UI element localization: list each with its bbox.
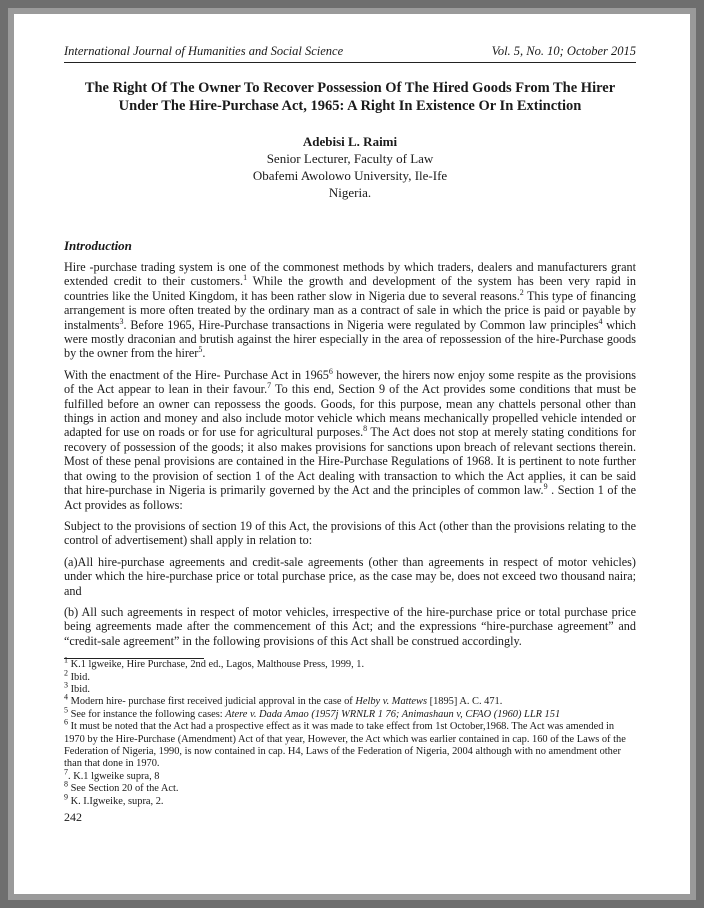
footnote: $^2$ Ibid. (64, 668, 90, 683)
footnote-ref: 9 (543, 482, 548, 492)
footnote: $^1$ K.1 lgweike, Hire Purchase, 2nd ed., Lagos, Malthouse Press, 1999, 1. (64, 655, 365, 671)
section-heading: Introduction (64, 238, 132, 253)
paragraph-4: (a)All hire-purchase agreements and credit-sale agreements (other than agreements in respect of motor vehicles) under which the hire-purchase price or total purchase price, as the case may be, does not exceed two thousand naira; and (64, 554, 636, 598)
footnote: $^3$ Ibid. (64, 680, 90, 695)
paragraph-1: Hire -purchase trading system is one of the commonest methods by which traders, dealers and manufacturers grant extended credit to their customers.$^1$ While the growth and development of the system has been very rapid in countries like the United Kingdom, it has been rather slow in Nigeria due to several reasons.$^2$ This type of financing arrangement is more often treated by the ordinary man as a contract of sale in which the price is paid or payable by instalments$^3$. Before 1965, Hire-Purchase transactions in Nigeria were regulated by Common law principles$^4$ which were mostly draconian and brutish against the hirer especially in the area of repossession of the hire-Purchase goods by the owner from the hirer$^5$. (64, 260, 636, 361)
author-block (64, 133, 636, 201)
footnote: $^9$ K. I.Igweike, supra, 2. (64, 792, 164, 807)
document-page (14, 14, 690, 894)
footnote-ref: 3 (119, 316, 124, 326)
footnote: $^4$ Modern hire- purchase first received judicial approval in the case of Helby v. Mattews [1895] A. C. 471. (64, 692, 503, 708)
page-number: 242 (64, 810, 82, 825)
author-name: Adebisi L. Raimi (302, 134, 398, 149)
paragraph-2: With the enactment of the Hire- Purchase Act in 1965$^6$ however, the hirers now enjoy some respite as the provisions of the Act appear to lean in their favour.$^7$ To this end, Section 9 of the Act provides some conditions that must be fulfilled before an owner can repossess the goods. Goods, for this purpose, mean any chattels personal other than things in action and money and also include motor vehicle which means mechanically propelled vehicle intended or adapted for use on roads or for use for agricultural purposes.$^8$ The Act does not stop at merely stating conditions for recovery of possession of the goods; it also makes provisions for sanctions upon breach of relevant sections therein. Most of these penal provisions are contained in the Hire-Purchase Regulations of 1968. It is pertinent to note further that owing to the provision of section 1 of the Act dealing with transaction to which the Act applies, it can be said that hire-purchase in Nigeria is primarily governed by the Act and the principles of common law.$^9$ . Section 1 of the Act provides as follows: (64, 366, 636, 512)
page-content (64, 44, 636, 825)
running-header (64, 44, 636, 63)
footnote-ref: 5 (198, 345, 203, 355)
footnote-ref: 4 (598, 316, 603, 326)
footnote-ref: 2 (519, 287, 524, 297)
issue-info: Vol. 5, No. 10; October 2015 (491, 44, 636, 58)
journal-name: International Journal of Humanities and Social Science (64, 44, 344, 58)
author-country: Nigeria. (328, 185, 372, 200)
article-title: The Right Of The Owner To Recover Possession Of The Hired Goods From The Hirer Under The Hire-Purchase Act, 1965: A Right In Existence Or In Extinction (84, 80, 616, 114)
paragraph-5: (b) All such agreements in respect of motor vehicles, irrespective of the hire-purchase price or total purchase price being agreements made after the commencement of this Act; and the expressions “hire-purchase agreement” and “credit-sale agreement” in the following provisions of this Act shall be construed accordingly. (64, 604, 636, 648)
footnote-ref: 6 (328, 366, 333, 376)
author-position: Senior Lecturer, Faculty of Law (266, 151, 434, 166)
footnotes (64, 655, 636, 808)
footnote-ref: 8 (363, 424, 368, 434)
author-institution: Obafemi Awolowo University, Ile-Ife (252, 168, 448, 183)
footnote-ref: 1 (243, 273, 248, 283)
footnote-ref: 7 (267, 381, 272, 391)
paragraph-3: Subject to the provisions of section 19 of this Act, the provisions of this Act (other than the provisions relating to the control of advertisement) shall apply in relation to: (64, 518, 636, 548)
footnote: $^5$ See for instance the following cases: Atere v. Dada Amao (1957j WRNLR 1 76; Animashaun v, CFAO (1960) LLR 151 (64, 705, 561, 720)
footnote: $^8$ See Section 20 of the Act. (64, 779, 179, 795)
footnote: $^7$. K.1 lgweike supra, 8 (64, 767, 160, 782)
footnote: $^6$ It must be noted that the Act had a prospective effect as it was made to take effect from 1st October,1968. The Act was amended in 1970 by the Hire-Purchase (Amendment) Act of that year, However, the Act which was earlier contained in cap. 160 of the Laws of the Federation of Nigeria, 1990, is now contained in cap. H4, Laws of the Federation of Nigeria, 2004 although with no amendment other than that done in 1970. (64, 717, 626, 770)
